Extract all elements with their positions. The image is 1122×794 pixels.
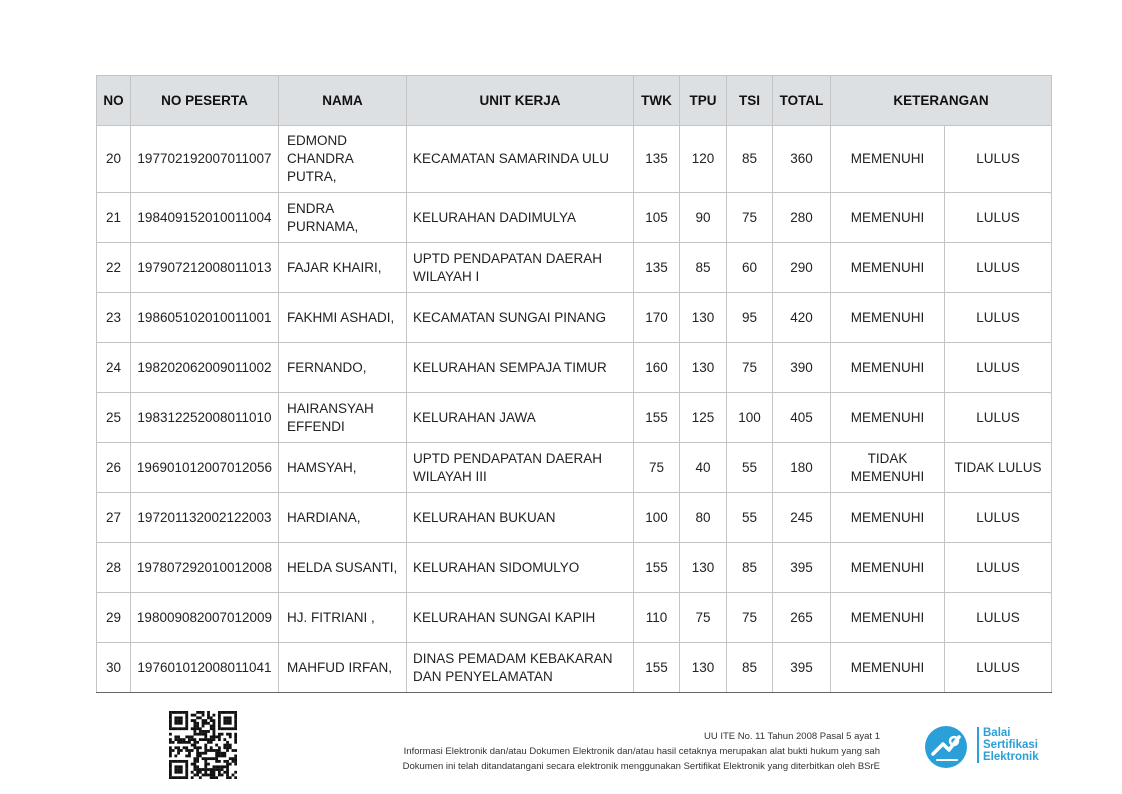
cell-tsi: 85 [727,543,773,593]
qr-code [169,711,237,779]
cell-unit-kerja: KECAMATAN SUNGAI PINANG [407,293,634,343]
cell-twk: 75 [634,443,680,493]
cell-no-peserta: 197201132002122003 [131,493,279,543]
cell-twk: 100 [634,493,680,543]
cell-tsi: 85 [727,643,773,693]
cell-nama: MAHFUD IRFAN, [279,643,407,693]
cell-no: 21 [97,193,131,243]
cell-no-peserta: 198202062009011002 [131,343,279,393]
table-header-row [97,76,1052,126]
header-tpu: TPU [680,76,727,126]
cell-tsi: 85 [727,126,773,193]
cell-nama: FAKHMI ASHADI, [279,293,407,343]
table-row [97,643,1052,693]
bsre-line-1: Balai [983,727,1011,739]
cell-unit-kerja: UPTD PENDAPATAN DAERAH WILAYAH III [407,443,634,493]
cell-hasil: LULUS [945,593,1052,643]
cell-no-peserta: 198605102010011001 [131,293,279,343]
cell-no-peserta: 198009082007012009 [131,593,279,643]
cell-no: 25 [97,393,131,443]
cell-tsi: 75 [727,593,773,643]
cell-nama: EDMOND CHANDRA PUTRA, [279,126,407,193]
cell-tpu: 130 [680,293,727,343]
bsre-line-3: Elektronik [983,751,1039,763]
cell-status: MEMENUHI [831,193,945,243]
header-no-peserta: NO PESERTA [131,76,279,126]
cell-total: 395 [773,543,831,593]
cell-twk: 135 [634,126,680,193]
cell-tpu: 120 [680,126,727,193]
table-row [97,243,1052,293]
cell-hasil: LULUS [945,493,1052,543]
cell-no: 27 [97,493,131,543]
header-unit-kerja: UNIT KERJA [407,76,634,126]
cell-nama: ENDRA PURNAMA, [279,193,407,243]
cell-unit-kerja: KECAMATAN SAMARINDA ULU [407,126,634,193]
cell-nama: HELDA SUSANTI, [279,543,407,593]
cell-tsi: 75 [727,343,773,393]
table-row [97,443,1052,493]
cell-hasil: LULUS [945,193,1052,243]
cell-no-peserta: 197807292010012008 [131,543,279,593]
cell-no-peserta: 197702192007011007 [131,126,279,193]
cell-status: MEMENUHI [831,243,945,293]
cell-twk: 160 [634,343,680,393]
cell-total: 245 [773,493,831,543]
cell-nama: HARDIANA, [279,493,407,543]
cell-status: MEMENUHI [831,593,945,643]
cell-no-peserta: 198409152010011004 [131,193,279,243]
footer-notice [403,729,880,774]
table-row [97,543,1052,593]
cell-tpu: 125 [680,393,727,443]
cell-tpu: 90 [680,193,727,243]
cell-hasil: LULUS [945,393,1052,443]
header-no: NO [97,76,131,126]
cell-unit-kerja: KELURAHAN JAWA [407,393,634,443]
cell-nama: FERNANDO, [279,343,407,393]
cell-status: MEMENUHI [831,493,945,543]
cell-total: 280 [773,193,831,243]
cell-twk: 155 [634,393,680,443]
table-row [97,593,1052,643]
cell-tpu: 75 [680,593,727,643]
footer-line-2: Informasi Elektronik dan/atau Dokumen Elektronik dan/atau hasil cetaknya merupakan alat bukti hukum yang sah [403,746,880,757]
header-total: TOTAL [773,76,831,126]
cell-twk: 170 [634,293,680,343]
cell-hasil: LULUS [945,543,1052,593]
cell-hasil: LULUS [945,293,1052,343]
cell-status: MEMENUHI [831,126,945,193]
footer-line-3: Dokumen ini telah ditandatangani secara elektronik menggunakan Sertifikat Elektronik yang diterbitkan oleh BSrE [402,761,880,772]
cell-no: 26 [97,443,131,493]
cell-hasil: LULUS [945,643,1052,693]
cell-twk: 110 [634,593,680,643]
cell-tpu: 85 [680,243,727,293]
cell-unit-kerja: KELURAHAN DADIMULYA [407,193,634,243]
cell-total: 180 [773,443,831,493]
table-row [97,343,1052,393]
cell-hasil: TIDAK LULUS [945,443,1052,493]
cell-no-peserta: 198312252008011010 [131,393,279,443]
cell-tsi: 95 [727,293,773,343]
cell-total: 265 [773,593,831,643]
cell-total: 360 [773,126,831,193]
table-row [97,293,1052,343]
cell-tpu: 80 [680,493,727,543]
table-row [97,393,1052,443]
cell-no-peserta: 197907212008011013 [131,243,279,293]
cell-unit-kerja: UPTD PENDAPATAN DAERAH WILAYAH I [407,243,634,293]
cell-tpu: 40 [680,443,727,493]
cell-unit-kerja: KELURAHAN SIDOMULYO [407,543,634,593]
cell-total: 395 [773,643,831,693]
cell-total: 420 [773,293,831,343]
cell-tsi: 55 [727,443,773,493]
cell-no-peserta: 197601012008011041 [131,643,279,693]
cell-status: MEMENUHI [831,293,945,343]
cell-no: 24 [97,343,131,393]
cell-hasil: LULUS [945,243,1052,293]
cell-status: MEMENUHI [831,543,945,593]
cell-nama: HAIRANSYAH EFFENDI [279,393,407,443]
cell-no: 22 [97,243,131,293]
cell-tpu: 130 [680,343,727,393]
footer-line-1: UU ITE No. 11 Tahun 2008 Pasal 5 ayat 1 [703,731,880,742]
bsre-logo-text [977,727,1039,763]
cell-no: 23 [97,293,131,343]
cell-status: TIDAK MEMENUHI [831,443,945,493]
cell-unit-kerja: KELURAHAN SEMPAJA TIMUR [407,343,634,393]
cell-no: 29 [97,593,131,643]
cell-status: MEMENUHI [831,643,945,693]
header-keterangan: KETERANGAN [831,76,1052,126]
cell-tsi: 55 [727,493,773,543]
cell-hasil: LULUS [945,343,1052,393]
cell-tpu: 130 [680,543,727,593]
header-nama: NAMA [279,76,407,126]
cell-total: 290 [773,243,831,293]
table-row [97,493,1052,543]
cell-no-peserta: 196901012007012056 [131,443,279,493]
cell-status: MEMENUHI [831,343,945,393]
cell-unit-kerja: KELURAHAN SUNGAI KAPIH [407,593,634,643]
cell-twk: 135 [634,243,680,293]
cell-unit-kerja: KELURAHAN BUKUAN [407,493,634,543]
cell-total: 390 [773,343,831,393]
results-table [96,75,1052,693]
header-twk: TWK [634,76,680,126]
cell-twk: 155 [634,543,680,593]
cell-nama: FAJAR KHAIRI, [279,243,407,293]
cell-no: 20 [97,126,131,193]
header-tsi: TSI [727,76,773,126]
cell-tpu: 130 [680,643,727,693]
cell-status: MEMENUHI [831,393,945,443]
cell-total: 405 [773,393,831,443]
table-row [97,126,1052,193]
cell-twk: 105 [634,193,680,243]
cell-hasil: LULUS [945,126,1052,193]
cell-nama: HJ. FITRIANI , [279,593,407,643]
cell-no: 30 [97,643,131,693]
table-row [97,193,1052,243]
cell-no: 28 [97,543,131,593]
cell-twk: 155 [634,643,680,693]
bsre-logo-icon [923,724,969,770]
cell-tsi: 100 [727,393,773,443]
cell-nama: HAMSYAH, [279,443,407,493]
cell-unit-kerja: DINAS PEMADAM KEBAKARAN DAN PENYELAMATAN [407,643,634,693]
cell-tsi: 60 [727,243,773,293]
bsre-line-2: Sertifikasi [983,739,1038,751]
cell-tsi: 75 [727,193,773,243]
